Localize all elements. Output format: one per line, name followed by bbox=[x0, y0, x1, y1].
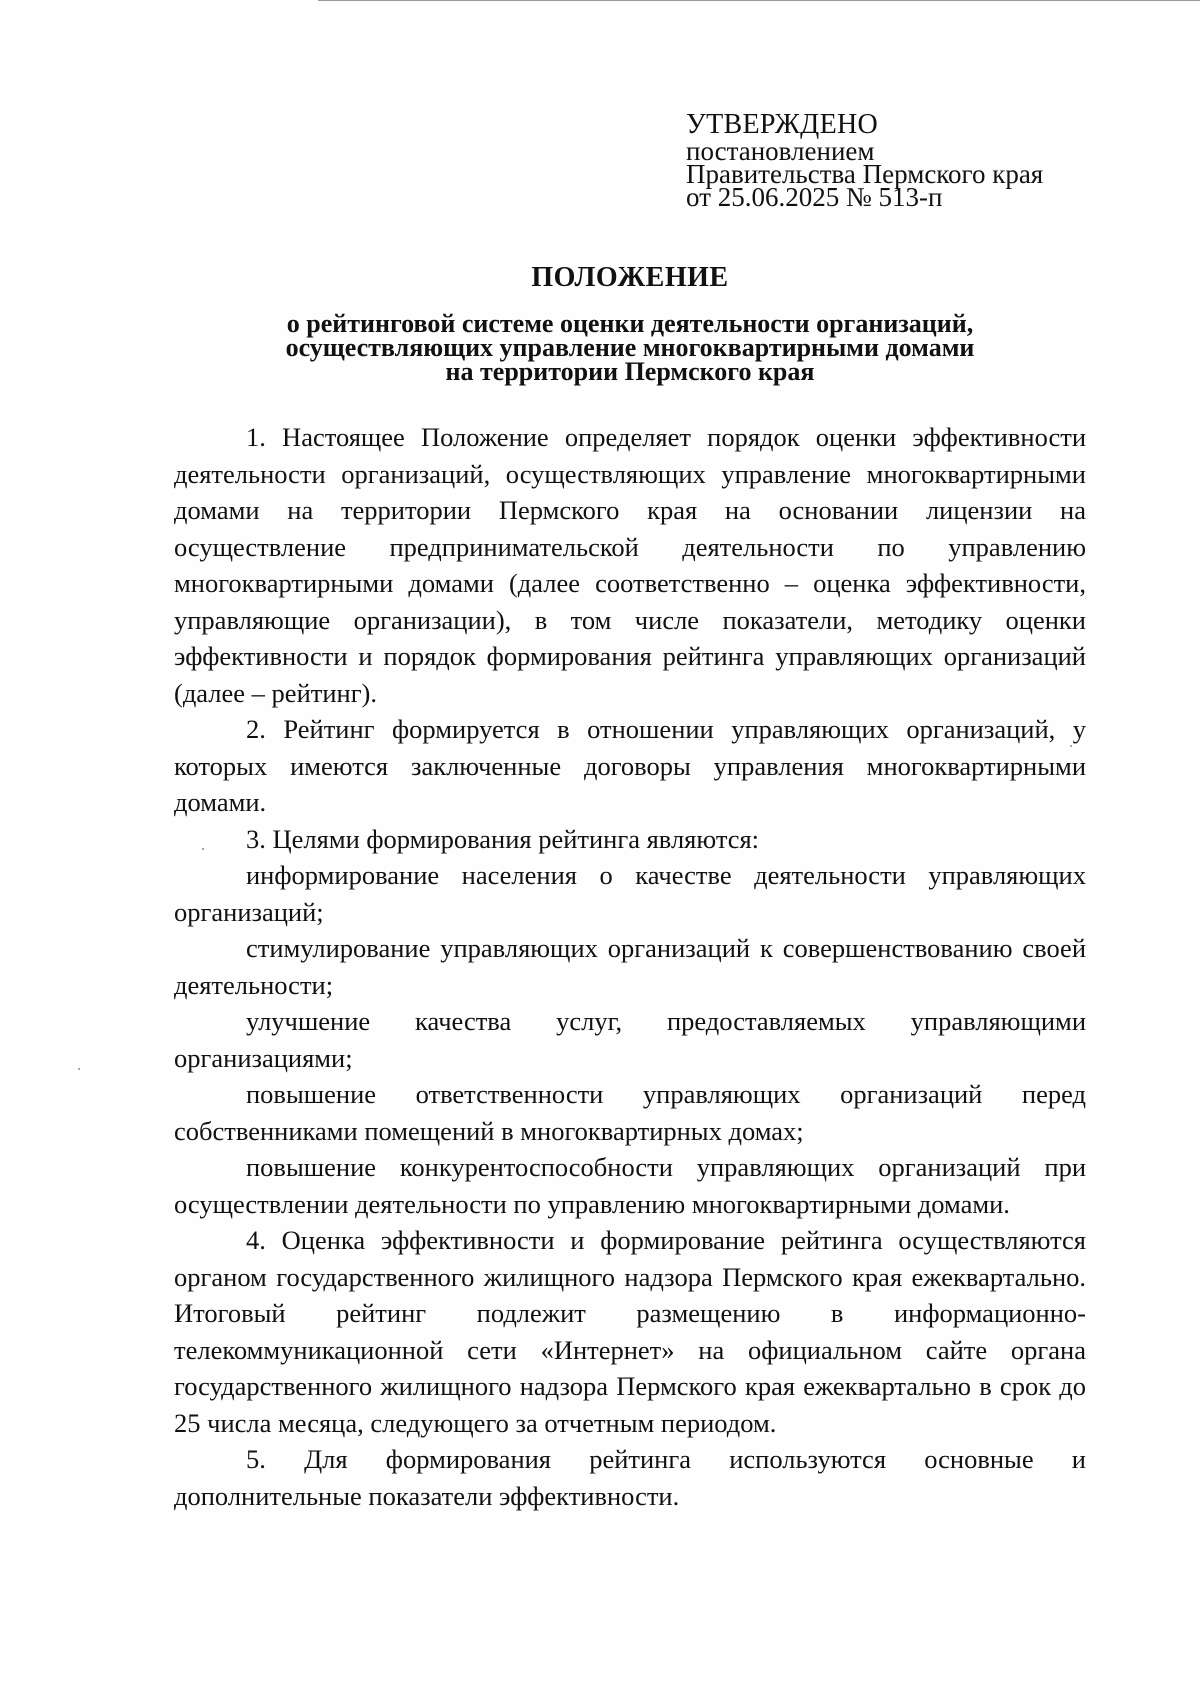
goal-item-competitiveness: повышение конкурентоспособности управляющих организаций при осуществлении деятельности по управлению многоквартирными домами. bbox=[174, 1152, 1086, 1219]
paragraph-4: 4. Оценка эффективности и формирование рейтинга осуществляются органом государственного жилищного надзора Пермского края ежеквартально. Итоговый рейтинг подлежит размещению в информационно-телекоммуникационной сети «Интернет» на официальном сайте органа государственного жилищного надзора Пермского края ежеквартально в срок до 25 числа месяца, следующего за отчетным периодом. bbox=[174, 1225, 1086, 1438]
document-title-block bbox=[174, 258, 1086, 384]
paragraph-5: 5. Для формирования рейтинга используются основные и дополнительные показатели эффективности. bbox=[174, 1444, 1086, 1511]
goal-item-quality: улучшение качества услуг, предоставляемых управляющими организациями; bbox=[174, 1006, 1086, 1073]
approval-line-government: Правительства Пермского края bbox=[686, 159, 1044, 189]
paragraph-2: 2. Рейтинг формируется в отношении управляющих организаций, у которых имеются заключенные договоры управления многоквартирными домами. bbox=[174, 714, 1086, 817]
document-body bbox=[174, 419, 1086, 1514]
goal-item-informing: информирование населения о качестве деятельности управляющих организаций; bbox=[174, 860, 1086, 927]
paragraph-3: 3. Целями формирования рейтинга являются: bbox=[246, 823, 760, 854]
scan-edge-line bbox=[318, 0, 1200, 1]
goal-item-responsibility: повышение ответственности управляющих организаций перед собственниками помещений в многоквартирных домах; bbox=[174, 1079, 1086, 1146]
scan-speck bbox=[202, 848, 204, 850]
subtitle-line: на территории Пермского края bbox=[445, 357, 815, 386]
paragraph-1: 1. Настоящее Положение определяет порядок оценки эффективности деятельности организаций, осуществляющих управление многоквартирными домами на территории Пермского края на основании лицензии на осуществление предпринимательской деятельности по управлению многоквартирными домами (далее соответственно – оценка эффективности, управляющие организации), в том числе показатели, методику оценки эффективности и порядок формирования рейтинга управляющих организаций (далее – рейтинг). bbox=[174, 422, 1086, 708]
document-title: ПОЛОЖЕНИЕ bbox=[531, 262, 729, 293]
approval-line-decree: постановлением bbox=[686, 136, 875, 166]
document-subtitle bbox=[174, 309, 1086, 386]
scan-speck bbox=[1070, 745, 1072, 747]
subtitle-line: осуществляющих управление многоквартирными домами bbox=[285, 333, 975, 362]
approval-heading: УТВЕРЖДЕНО bbox=[686, 109, 879, 140]
approval-stamp-block bbox=[686, 109, 1106, 212]
scan-speck bbox=[78, 1068, 80, 1070]
subtitle-line: о рейтинговой системе оценки деятельности организаций, bbox=[286, 309, 974, 338]
approval-line-date-number: от 25.06.2025 № 513-п bbox=[686, 182, 943, 212]
goal-item-stimulating: стимулирование управляющих организаций к совершенствованию своей деятельности; bbox=[174, 933, 1086, 1000]
